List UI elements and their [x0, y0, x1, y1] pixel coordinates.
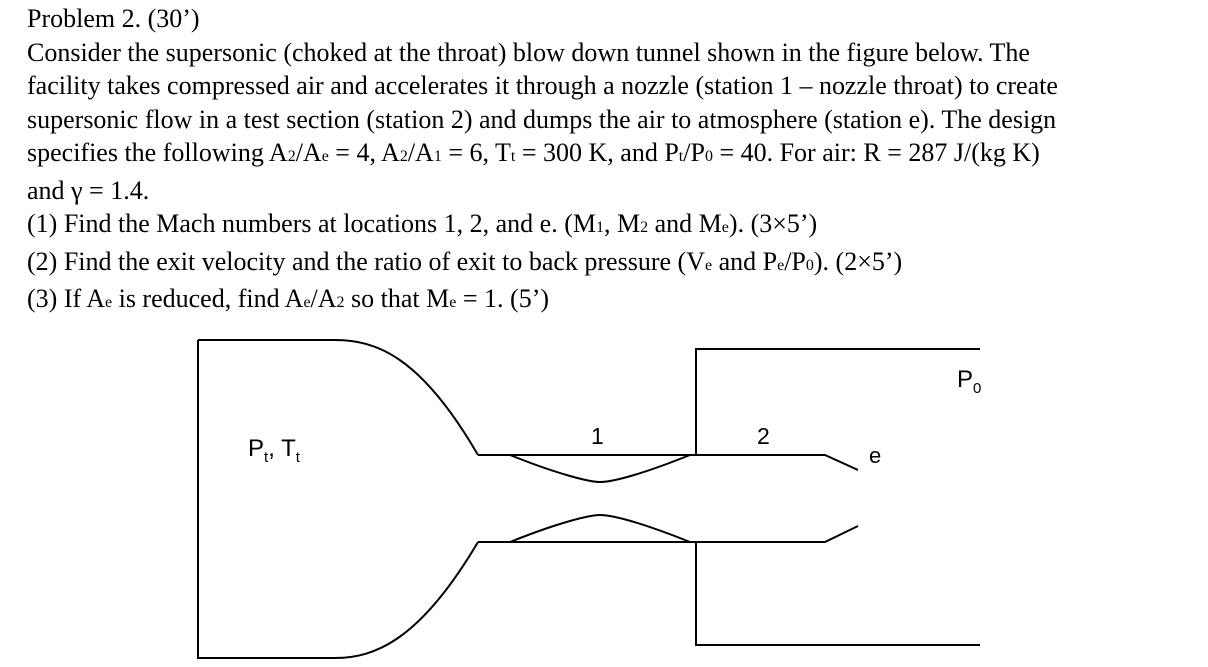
spec-sub: t: [510, 148, 516, 165]
q1-sub: 2: [640, 219, 649, 236]
spec-text: /A: [295, 138, 322, 167]
atmosphere-lower-box: [696, 542, 980, 645]
q2-text: /P: [784, 246, 806, 276]
reservoir-outline: [198, 340, 478, 658]
problem-heading: Problem 2. (30’): [27, 4, 200, 33]
q1-text: (1) Find the Mach numbers at locations 1, 2, and e. (M: [27, 209, 596, 238]
q2-sub: e: [777, 256, 785, 274]
throat-lower-contour: [510, 515, 690, 542]
q3-sub: 2: [336, 294, 345, 311]
gamma-line: and γ = 1.4.: [27, 175, 150, 205]
q2-text: (2) Find the exit velocity and the ratio of exit to back pressure (V: [27, 246, 705, 276]
q2-sub: e: [704, 256, 713, 274]
q3-text: (3) If A: [27, 284, 105, 313]
q3-sub: e: [449, 294, 457, 311]
throat-upper-contour: [510, 455, 690, 482]
q2-sub: 0: [805, 256, 814, 274]
q3-sub: e: [303, 294, 311, 311]
q1-sub: e: [721, 219, 729, 236]
station-2-label: 2: [757, 423, 770, 449]
spec-text: = 4, A: [328, 138, 400, 167]
q3-text: is reduced, find A: [112, 284, 304, 313]
spec-sub: t: [678, 148, 684, 165]
q1-text: and M: [648, 209, 722, 238]
q1-text: ). (3×5’): [728, 209, 818, 238]
spec-sub: 0: [704, 148, 713, 165]
q2-text: and P: [712, 246, 778, 276]
spec-text: = 6, T: [441, 138, 511, 167]
spec-text: = 40. For air: R = 287 J/(kg K): [712, 138, 1040, 167]
spec-text: /P: [683, 138, 705, 167]
q2-text: ). (2×5’): [813, 246, 903, 276]
reservoir-label: $P_t$, $T_t$: [248, 435, 300, 466]
intro-line-2: facility takes compressed air and accelerates it through a nozzle (station 1 – nozzle throat) to create: [27, 71, 1058, 100]
q3-text: so that M: [344, 284, 450, 313]
spec-text: specifies the following A: [27, 138, 288, 167]
intro-line-3: supersonic flow in a test section (station 2) and dumps the air to atmosphere (station e). The design: [27, 104, 1057, 134]
intro-line-1: Consider the supersonic (choked at the throat) blow down tunnel shown in the figure below. The: [27, 37, 1030, 67]
spec-sub: 2: [399, 148, 408, 165]
spec-text: /A: [407, 138, 434, 167]
station-e-label: e: [869, 443, 882, 468]
q3-text: /A: [310, 284, 337, 313]
reservoir-top: [198, 340, 478, 455]
station-1-label: 1: [591, 423, 604, 449]
q1-sub: 1: [596, 219, 604, 236]
spec-text: = 300 K, and P: [515, 138, 679, 167]
diffuser-upper: [696, 455, 858, 470]
spec-sub: e: [321, 148, 329, 165]
q1-text: , M: [604, 209, 641, 238]
diffuser-lower: [696, 526, 858, 542]
q3-sub: e: [104, 294, 113, 311]
q3-text: = 1. (5’): [456, 284, 550, 313]
spec-sub: 1: [433, 148, 442, 165]
spec-sub: 2: [287, 148, 296, 165]
atmosphere-upper-box: [696, 349, 980, 455]
back-pressure-label: $P_0$: [957, 366, 982, 397]
